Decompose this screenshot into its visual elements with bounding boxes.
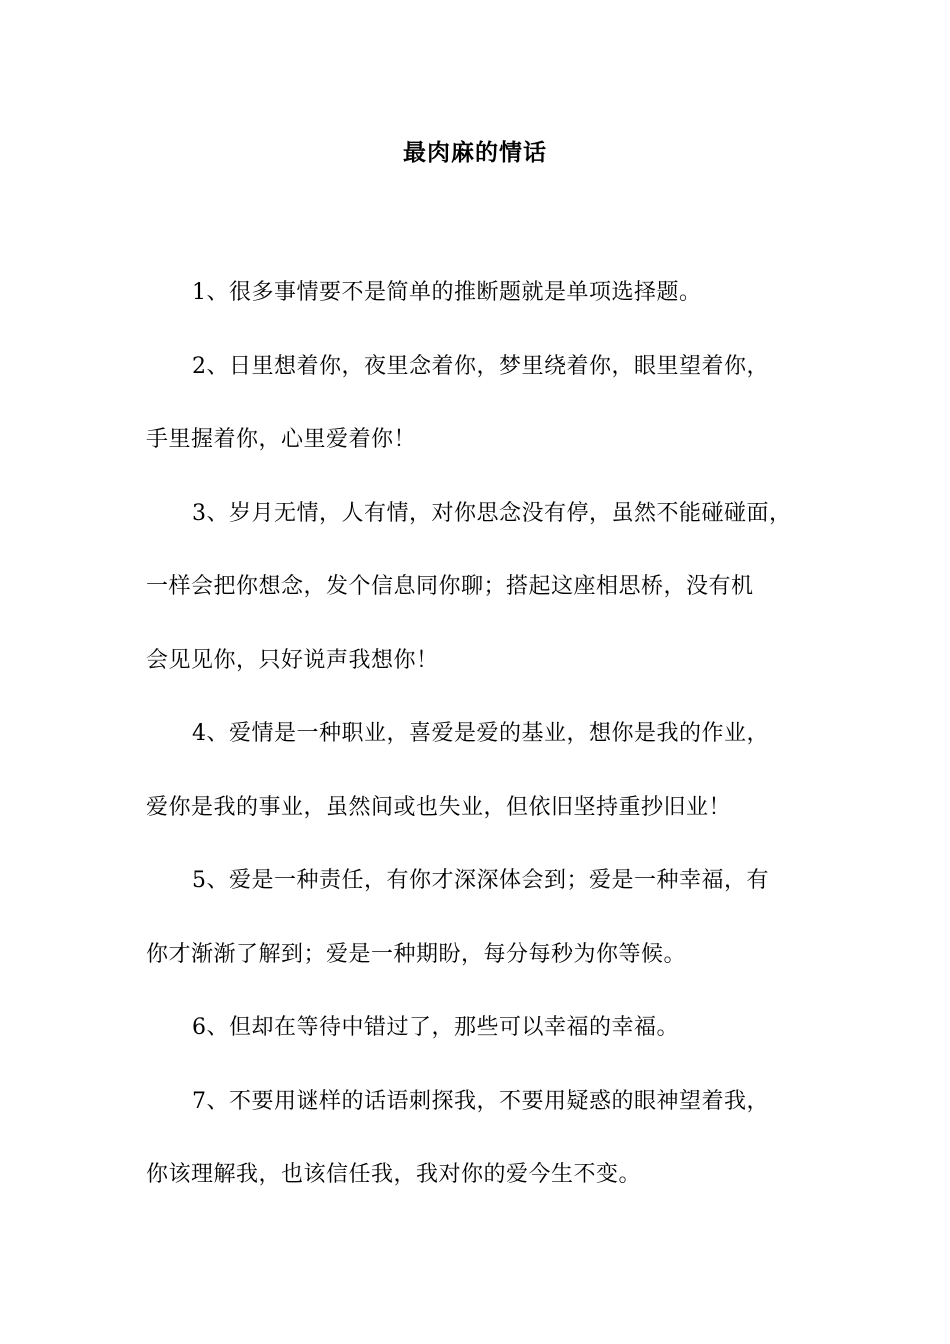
paragraph-line: 2、日里想着你，夜里念着你，梦里绕着你，眼里望着你， — [192, 353, 769, 379]
paragraph-2 — [146, 330, 836, 477]
paragraph-line: 7、不要用谜样的话语刺探我，不要用疑惑的眼神望着我， — [192, 1088, 769, 1114]
paragraph-line: 你该理解我，也该信任我，我对你的爱今生不变。 — [146, 1162, 642, 1187]
paragraph-6 — [146, 991, 836, 1065]
paragraph-7 — [146, 1065, 836, 1212]
paragraph-line: 1、很多事情要不是简单的推断题就是单项选择题。 — [192, 280, 702, 305]
document-body — [146, 256, 836, 1212]
page-title: 最肉麻的情话 — [403, 140, 547, 166]
paragraph-line: 你才渐渐了解到；爱是一种期盼，每分每秒为你等候。 — [146, 941, 687, 967]
paragraph-line: 6、但却在等待中错过了，那些可以幸福的幸福。 — [192, 1015, 679, 1040]
paragraph-line: 爱你是我的事业，虽然间或也失业，但依旧坚持重抄旧业！ — [146, 794, 732, 820]
paragraph-5 — [146, 844, 836, 991]
paragraph-3 — [146, 477, 836, 698]
paragraph-1 — [146, 256, 836, 330]
paragraph-line: 5、爱是一种责任，有你才深深体会到；爱是一种幸福，有 — [192, 868, 769, 893]
paragraph-line: 手里握着你，心里爱着你！ — [146, 427, 417, 452]
paragraph-line: 会见见你，只好说声我想你！ — [146, 647, 439, 673]
paragraph-line: 4、爱情是一种职业，喜爱是爱的基业，想你是我的作业， — [192, 721, 769, 746]
paragraph-line: 一样会把你想念，发个信息同你聊；搭起这座相思桥，没有机 — [146, 574, 754, 599]
paragraph-line: 3、岁月无情，人有情，对你思念没有停，虽然不能碰碰面， — [192, 500, 792, 526]
paragraph-4 — [146, 697, 836, 844]
